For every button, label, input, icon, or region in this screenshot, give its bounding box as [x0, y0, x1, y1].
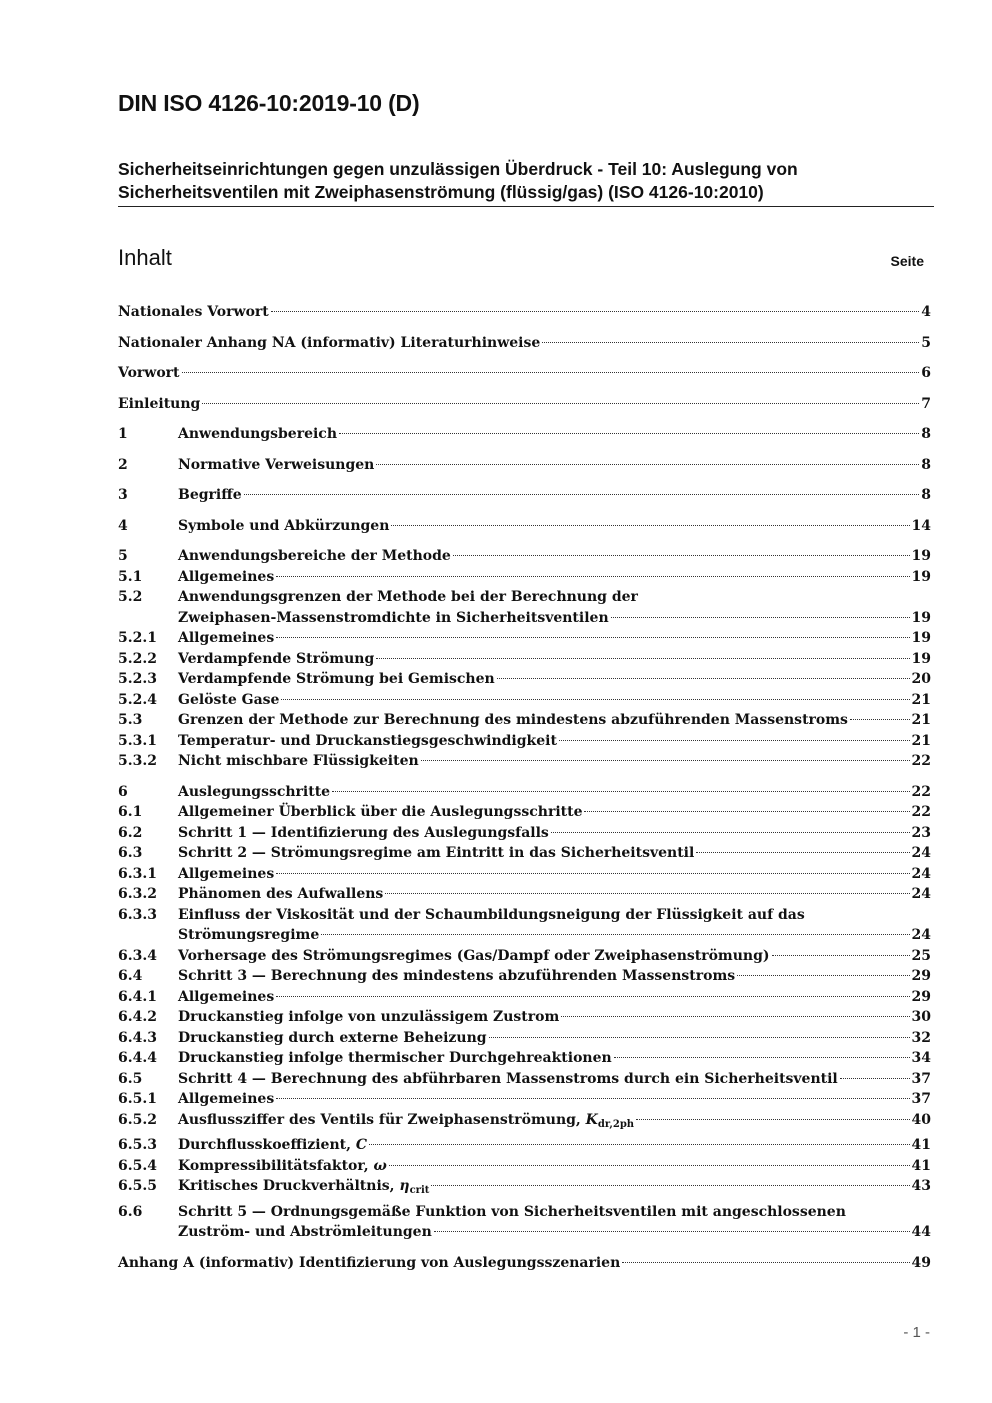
dot-leader	[339, 433, 919, 434]
toc-entry-symbol: C	[355, 1137, 367, 1153]
toc-entry[interactable]	[118, 1110, 931, 1136]
toc-entry[interactable]	[118, 1028, 931, 1049]
toc-entry-number: 5.3.1	[118, 732, 157, 749]
toc-entry-title-text: Grenzen der Methode zur Berechnung des mindestens abzuführenden Massenstroms	[178, 712, 848, 728]
toc-entry[interactable]	[118, 802, 931, 823]
toc-entry-page: 41	[911, 1157, 931, 1174]
dot-leader	[391, 525, 909, 526]
toc-entry-page: 41	[911, 1137, 931, 1153]
dot-leader	[453, 555, 910, 556]
dot-leader	[376, 658, 909, 659]
dot-leader	[561, 1016, 909, 1017]
toc-entry-page: 32	[911, 1029, 931, 1046]
toc-entry-page: 22	[911, 804, 931, 820]
toc-entry-page: 29	[911, 968, 931, 984]
toc-entry-page: 29	[911, 988, 931, 1005]
dot-leader	[431, 1185, 909, 1186]
toc-entry[interactable]	[118, 823, 931, 844]
toc-entry-title	[178, 669, 495, 690]
dot-leader	[321, 934, 909, 935]
dot-leader	[696, 852, 909, 853]
toc-entry-title	[178, 710, 848, 731]
toc-entry-page: 19	[911, 650, 931, 667]
toc-entry-page: 21	[911, 732, 931, 749]
toc-entry-title	[178, 649, 374, 670]
dot-leader	[376, 464, 919, 465]
toc-entry-number: 6.1	[118, 804, 143, 820]
toc-entry-number: 3	[118, 487, 128, 503]
toc-entry-symbol: η	[399, 1178, 410, 1194]
toc-entry[interactable]	[118, 1089, 931, 1110]
toc-entry-title-line1: Schritt 5 — Ordnungsgemäße Funktion von Sicherheitsventilen mit angeschlossenen	[178, 1203, 846, 1220]
toc-entry-page: 34	[911, 1050, 931, 1066]
toc-entry-title	[118, 1253, 620, 1274]
toc-entry[interactable]	[118, 455, 931, 476]
toc-entry-title	[178, 1222, 432, 1243]
toc-entry[interactable]	[118, 424, 931, 445]
toc-entry[interactable]	[118, 394, 931, 415]
toc-entry-symbol: ω	[373, 1157, 387, 1174]
page-number: - 1 -	[903, 1324, 930, 1341]
toc-entry-title-text: Vorwort	[118, 365, 180, 381]
toc-entry-title	[178, 608, 609, 629]
toc-entry-title-text: Nicht mischbare Flüssigkeiten	[178, 753, 419, 769]
toc-entry-page: 19	[911, 609, 931, 626]
toc-heading: Inhalt	[118, 245, 172, 270]
toc-entry-title-text: Schritt 2 — Strömungsregime am Eintritt in das Sicherheitsventil	[178, 845, 695, 861]
toc-entry-title-text: Symbole und Abkürzungen	[178, 517, 390, 534]
toc-entry-title-text: Zuström- und Abströmleitungen	[178, 1224, 432, 1240]
document-subtitle: Sicherheitseinrichtungen gegen unzulässigen Überdruck - Teil 10: Auslegung von Sicherheitsventilen mit Zweiphasenströmung (flüssig/gas) (ISO 4126-10:2010)	[118, 159, 798, 202]
toc-entry-title	[178, 782, 330, 803]
toc-entry-page: 37	[911, 1091, 931, 1107]
toc-entry-title-text: Nationales Vorwort	[118, 304, 269, 320]
toc-entry-page: 22	[911, 783, 931, 800]
toc-entry-number: 6.3.1	[118, 865, 157, 882]
toc-entry-title	[178, 731, 557, 752]
dot-leader	[542, 342, 919, 343]
toc-entry-number: 5.2.2	[118, 650, 157, 667]
toc-entry[interactable]	[118, 1069, 931, 1090]
toc-entry-page: 21	[911, 712, 931, 728]
toc-entry-page: 14	[911, 517, 931, 534]
toc-entry-number: 6.4.3	[118, 1029, 157, 1046]
toc-entry-title-text: Verdampfende Strömung	[178, 650, 375, 667]
toc-entry-page: 30	[911, 1009, 931, 1025]
toc-entry-title	[118, 333, 540, 354]
toc-entry-title	[118, 302, 269, 323]
toc-entry-page: 8	[921, 456, 931, 473]
toc-entry-page: 20	[911, 671, 931, 687]
toc-entry-number: 5.2	[118, 589, 143, 605]
dot-leader	[614, 1057, 910, 1058]
dot-leader	[772, 955, 910, 956]
toc-entry-title	[178, 987, 274, 1008]
dot-leader	[622, 1262, 909, 1263]
dot-leader	[559, 740, 910, 741]
toc-entry-title-text: Durchflusskoeffizient,	[178, 1137, 356, 1153]
toc-entry-title	[178, 925, 319, 946]
toc-entry[interactable]	[118, 363, 931, 384]
page-column-label: Seite	[890, 253, 924, 269]
toc-entry-page: 24	[911, 886, 931, 902]
toc-entry-title	[178, 946, 770, 967]
document-id: DIN ISO 4126-10:2019-10 (D)	[118, 90, 420, 116]
toc-entry-number: 6	[118, 783, 128, 800]
dot-leader	[551, 832, 910, 833]
toc-entry-title-text: Ausflussziffer des Ventils für Zweiphasenströmung,	[178, 1111, 586, 1128]
toc-entry-title	[178, 823, 549, 844]
toc-entry-title	[178, 690, 279, 711]
toc-entry-number: 5.2.1	[118, 630, 157, 646]
toc-entry-title	[178, 1069, 838, 1090]
toc-entry-number: 5.3.2	[118, 753, 157, 769]
toc-entry-number: 6.5.2	[118, 1111, 157, 1128]
toc-entry-number: 6.5	[118, 1070, 143, 1087]
toc-entry[interactable]	[118, 546, 931, 567]
toc-entry-title-text: Allgemeiner Überblick über die Auslegungsschritte	[178, 804, 583, 820]
toc-entry-title-text: Kritisches Druckverhältnis,	[178, 1178, 400, 1194]
toc-entry-title	[178, 1028, 487, 1049]
dot-leader	[369, 1144, 910, 1145]
toc-entry-title	[178, 1135, 367, 1156]
toc-entry-title-text: Phänomen des Aufwallens	[178, 886, 384, 902]
toc-entry[interactable]	[118, 567, 931, 588]
toc-entry[interactable]	[118, 1202, 931, 1243]
toc-entry[interactable]	[118, 1048, 931, 1069]
dot-leader	[489, 1037, 910, 1038]
toc-entry[interactable]	[118, 751, 931, 772]
toc-entry-title-text: Temperatur- und Druckanstiegsgeschwindigkeit	[178, 732, 557, 749]
dot-leader	[737, 975, 909, 976]
toc-entry-title-text: Schritt 3 — Berechnung des mindestens abzuführenden Massenstroms	[178, 968, 736, 984]
toc-entry-number: 6.5.4	[118, 1157, 157, 1174]
toc-entry[interactable]	[118, 628, 931, 649]
toc-entry-page: 6	[921, 365, 931, 381]
toc-entry[interactable]	[118, 1253, 931, 1274]
toc-entry-title	[178, 864, 274, 885]
toc-entry-title	[178, 546, 451, 567]
dot-leader	[636, 1119, 909, 1120]
toc-entry-page: 5	[921, 334, 931, 351]
toc-entry-title	[178, 485, 242, 506]
toc-entry-number: 6.3.4	[118, 947, 157, 964]
toc-entry-number: 6.4	[118, 968, 143, 984]
toc-entry-title-text: Nationaler Anhang NA (informativ) Literaturhinweise	[118, 334, 541, 351]
toc-entry[interactable]	[118, 1176, 931, 1202]
toc-entry-title-text: Schritt 1 — Identifizierung des Auslegungsfalls	[178, 824, 549, 841]
toc-entry-title-text: Strömungsregime	[178, 927, 320, 943]
dot-leader	[271, 311, 920, 312]
dot-leader	[276, 1098, 909, 1099]
toc-entry-page: 24	[911, 865, 931, 882]
toc-entry-page: 24	[911, 927, 931, 943]
toc-entry-title	[178, 884, 383, 905]
toc-entry-title-text: Vorhersage des Strömungsregimes (Gas/Dampf oder Zweiphasenströmung)	[178, 947, 770, 964]
toc-entry-symbol-subscript: crit	[409, 1185, 430, 1196]
dot-leader	[202, 403, 919, 404]
toc-entry-title-text: Zweiphasen-Massenstromdichte in Sicherheitsventilen	[178, 609, 609, 626]
dot-leader	[389, 1165, 910, 1166]
dot-leader	[332, 791, 909, 792]
toc-entry-number: 6.6	[118, 1203, 143, 1220]
toc-entry-number: 6.3.2	[118, 886, 157, 902]
toc-entry[interactable]	[118, 485, 931, 506]
toc-entry-title-line1: Einfluss der Viskosität und der Schaumbildungsneigung der Flüssigkeit auf das	[178, 906, 805, 923]
dot-leader	[276, 873, 909, 874]
toc-entry-number: 6.2	[118, 824, 143, 841]
toc-entry-title-text: Gelöste Gase	[178, 691, 280, 708]
toc-entry-page: 43	[911, 1178, 931, 1194]
toc-entry[interactable]	[118, 710, 931, 731]
toc-entry[interactable]	[118, 587, 931, 628]
toc-entry-page: 21	[911, 691, 931, 708]
toc-entry[interactable]	[118, 669, 931, 690]
toc-entry-number: 5.3	[118, 712, 143, 728]
toc-entry-title-text: Druckanstieg infolge thermischer Durchgehreaktionen	[178, 1050, 612, 1066]
toc-entry-title-text: Druckanstieg durch externe Beheizung	[178, 1029, 487, 1046]
toc-entry-symbol-subscript: dr,2ph	[597, 1118, 635, 1130]
toc-entry[interactable]	[118, 302, 931, 323]
toc-entry-title-text: Verdampfende Strömung bei Gemischen	[178, 671, 495, 687]
dot-leader	[244, 494, 920, 495]
toc-entry[interactable]	[118, 690, 931, 711]
toc-entry-title	[178, 843, 694, 864]
toc-entry-title-text: Allgemeines	[178, 865, 275, 882]
toc-entry-title-text: Allgemeines	[178, 568, 275, 585]
dot-leader	[421, 760, 910, 761]
toc-entry-number: 6.3	[118, 845, 143, 861]
toc-entry-page: 44	[911, 1224, 931, 1240]
toc-entry-title	[178, 966, 735, 987]
dot-leader	[276, 996, 909, 997]
toc-entry-number: 1	[118, 426, 128, 442]
dot-leader	[385, 893, 909, 894]
toc-entry[interactable]	[118, 966, 931, 987]
toc-entry[interactable]	[118, 516, 931, 537]
toc-entry-title	[178, 751, 419, 772]
toc-entry-title-text: Allgemeines	[178, 630, 275, 646]
dot-leader	[840, 1078, 910, 1079]
toc-entry-number: 6.4.1	[118, 988, 157, 1005]
toc-entry-number: 5.2.4	[118, 691, 157, 708]
dot-leader	[182, 372, 920, 373]
toc-entry-number: 6.5.1	[118, 1091, 157, 1107]
dot-leader	[611, 617, 910, 618]
toc-entry-title-line1: Anwendungsgrenzen der Methode bei der Berechnung der	[178, 589, 638, 605]
toc-entry-title	[178, 1156, 387, 1177]
toc-entry-title-text: Anwendungsbereiche der Methode	[178, 548, 451, 564]
toc-entry-title	[178, 1048, 612, 1069]
toc-entry-page: 4	[921, 304, 931, 320]
toc-entry-page: 40	[911, 1111, 931, 1128]
toc-entry[interactable]	[118, 1007, 931, 1028]
toc-entry[interactable]	[118, 864, 931, 885]
toc-entry-title	[178, 802, 582, 823]
header-rule	[118, 206, 934, 207]
toc-entry-page: 8	[921, 487, 931, 503]
toc-entry-page: 7	[921, 395, 931, 412]
toc-entry-page: 19	[911, 548, 931, 564]
toc-entry-title	[178, 1110, 634, 1136]
toc-entry-title-text: Anhang A (informativ) Identifizierung von Auslegungsszenarien	[118, 1254, 621, 1271]
dot-leader	[497, 678, 910, 679]
dot-leader	[850, 719, 910, 720]
toc-entry[interactable]	[118, 333, 931, 354]
toc-entry-title	[178, 628, 274, 649]
toc-entry-title	[178, 424, 337, 445]
toc-entry[interactable]	[118, 987, 931, 1008]
toc-entry-title-text: Begriffe	[178, 487, 242, 503]
toc-entry-page: 25	[911, 947, 931, 964]
toc-entry[interactable]	[118, 946, 931, 967]
toc-entry-title	[178, 516, 389, 537]
toc-entry-page: 19	[911, 630, 931, 646]
toc-entry-number: 6.4.2	[118, 1009, 157, 1025]
toc-entry-number: 5.1	[118, 568, 143, 585]
toc-entry-title-text: Allgemeines	[178, 988, 275, 1005]
toc-entry-page: 37	[911, 1070, 931, 1087]
dot-leader	[276, 576, 909, 577]
toc-entry-page: 23	[911, 824, 931, 841]
toc-entry-page: 49	[911, 1254, 931, 1271]
toc-entry[interactable]	[118, 1135, 931, 1156]
toc-entry[interactable]	[118, 843, 931, 864]
toc-entry-title-text: Schritt 4 — Berechnung des abführbaren Massenstroms durch ein Sicherheitsventil	[178, 1070, 838, 1087]
toc-entry-number: 6.4.4	[118, 1050, 157, 1066]
toc-entry-title	[178, 1007, 559, 1028]
toc-entry-number: 6.3.3	[118, 906, 157, 923]
toc-entry[interactable]	[118, 905, 931, 946]
table-of-contents	[118, 302, 931, 1273]
toc-entry[interactable]	[118, 884, 931, 905]
toc-entry-title	[178, 455, 374, 476]
dot-leader	[584, 811, 909, 812]
toc-entry-title	[178, 1089, 274, 1110]
toc-entry-number: 4	[118, 517, 128, 534]
toc-entry[interactable]	[118, 731, 931, 752]
toc-entry-number: 6.5.3	[118, 1137, 157, 1153]
dot-leader	[276, 637, 909, 638]
toc-entry-page: 22	[911, 753, 931, 769]
dot-leader	[434, 1231, 910, 1232]
toc-entry-symbol: K	[585, 1111, 598, 1128]
toc-entry-title	[178, 567, 274, 588]
toc-entry-number: 6.5.5	[118, 1178, 157, 1194]
toc-entry-title-text: Druckanstieg infolge von unzulässigem Zustrom	[178, 1009, 560, 1025]
toc-entry[interactable]	[118, 649, 931, 670]
toc-entry-title-text: Kompressibilitätsfaktor,	[178, 1157, 374, 1174]
toc-entry-title-text: Normative Verweisungen	[178, 456, 375, 473]
toc-entry-page: 19	[911, 568, 931, 585]
toc-entry-title	[118, 394, 200, 415]
toc-entry-title-text: Einleitung	[118, 395, 201, 412]
toc-entry-title	[118, 363, 180, 384]
toc-entry[interactable]	[118, 782, 931, 803]
toc-entry-title-text: Allgemeines	[178, 1091, 275, 1107]
toc-entry-title-text: Auslegungsschritte	[178, 783, 331, 800]
toc-entry-number: 5.2.3	[118, 671, 157, 687]
dot-leader	[281, 699, 909, 700]
toc-entry-number: 2	[118, 456, 128, 473]
toc-entry-title-text: Anwendungsbereich	[178, 426, 337, 442]
toc-entry-number: 5	[118, 548, 128, 564]
toc-entry-page: 24	[911, 845, 931, 861]
toc-entry[interactable]	[118, 1156, 931, 1177]
toc-entry-title	[178, 1176, 429, 1202]
toc-entry-page: 8	[921, 426, 931, 442]
